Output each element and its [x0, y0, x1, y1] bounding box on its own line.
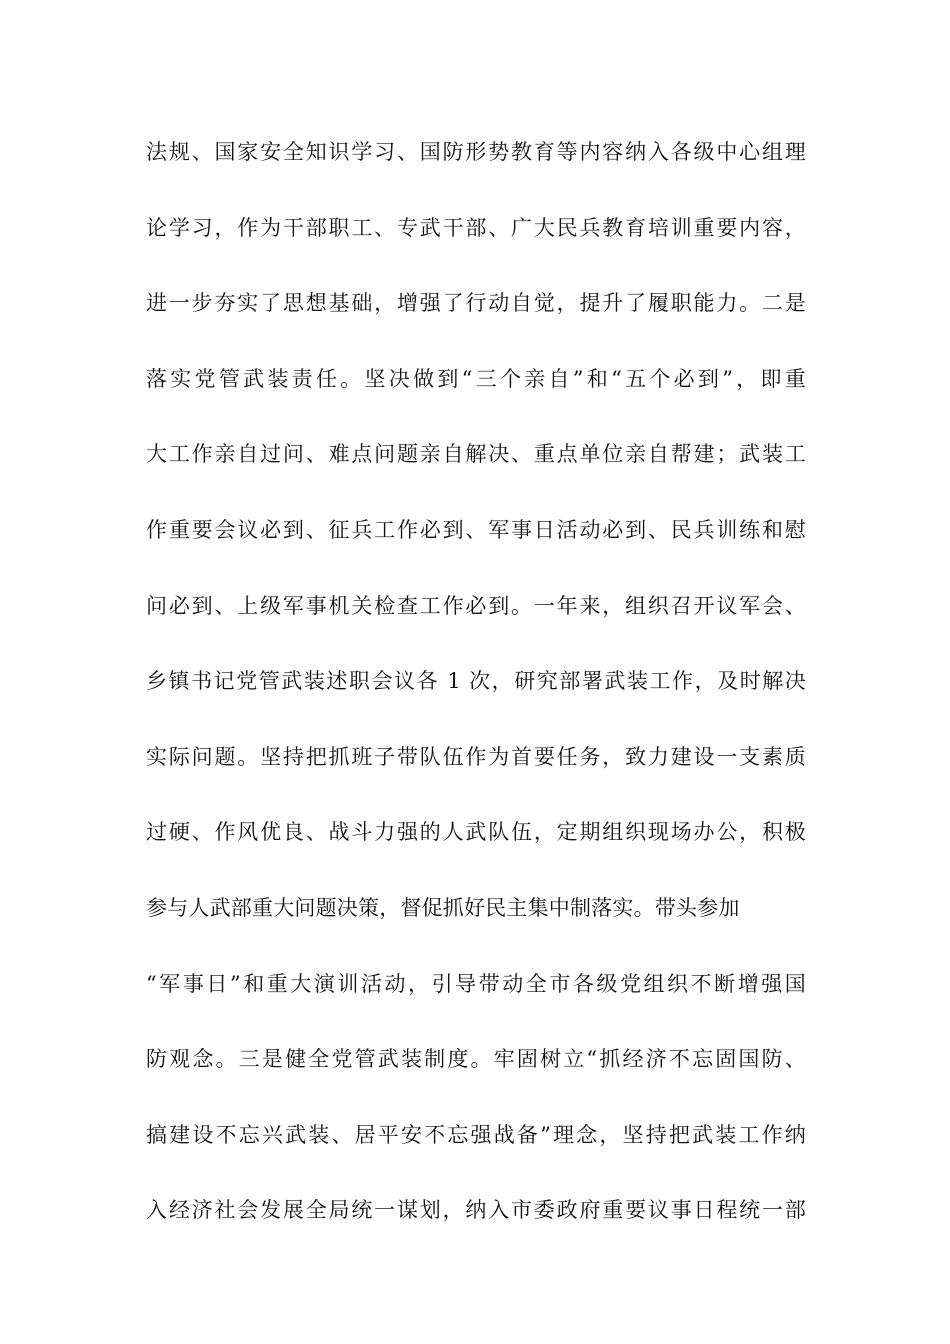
text-line: 搞建设不忘兴武装、居平安不忘强战备”理念，坚持把武装工作纳: [146, 1122, 806, 1147]
text-line: 法规、国家安全知识学习、国防形势教育等内容纳入各级中心组理: [146, 140, 806, 164]
text-line: 参与人武部重大问题决策，督促抓好民主集中制落实。带头参加: [146, 895, 740, 920]
text-line: 防观念。三是健全党管武装制度。牢固树立“抓经济不忘固国防、: [146, 1047, 806, 1072]
text-line: 入经济社会发展全局统一谋划，纳入市委政府重要议事日程统一部: [146, 1198, 806, 1223]
text-line: 乡镇书记党管武装述职会议各 1 次，研究部署武装工作，及时解决: [146, 669, 806, 694]
text-line: 进一步夯实了思想基础，增强了行动自觉，提升了履职能力。二是: [146, 291, 806, 316]
text-line: “军事日”和重大演训活动，引导带动全市各级党组织不断增强国: [146, 971, 806, 996]
text-line: 大工作亲自过问、难点问题亲自解决、重点单位亲自帮建；武装工: [146, 442, 806, 467]
text-line: 论学习，作为干部职工、专武干部、广大民兵教育培训重要内容，: [146, 215, 806, 240]
text-line: 实际问题。坚持把抓班子带队伍作为首要任务，致力建设一支素质: [146, 744, 806, 769]
text-line: 问必到、上级军事机关检查工作必到。一年来，组织召开议军会、: [146, 593, 806, 618]
text-line: 落实党管武装责任。坚决做到“三个亲自”和“五个必到”，即重: [146, 366, 806, 391]
text-line: 作重要会议必到、征兵工作必到、军事日活动必到、民兵训练和慰: [146, 517, 806, 542]
body-text: [146, 130, 806, 1264]
text-line: 过硬、作风优良、战斗力强的人武队伍，定期组织现场办公，积极: [146, 820, 806, 845]
